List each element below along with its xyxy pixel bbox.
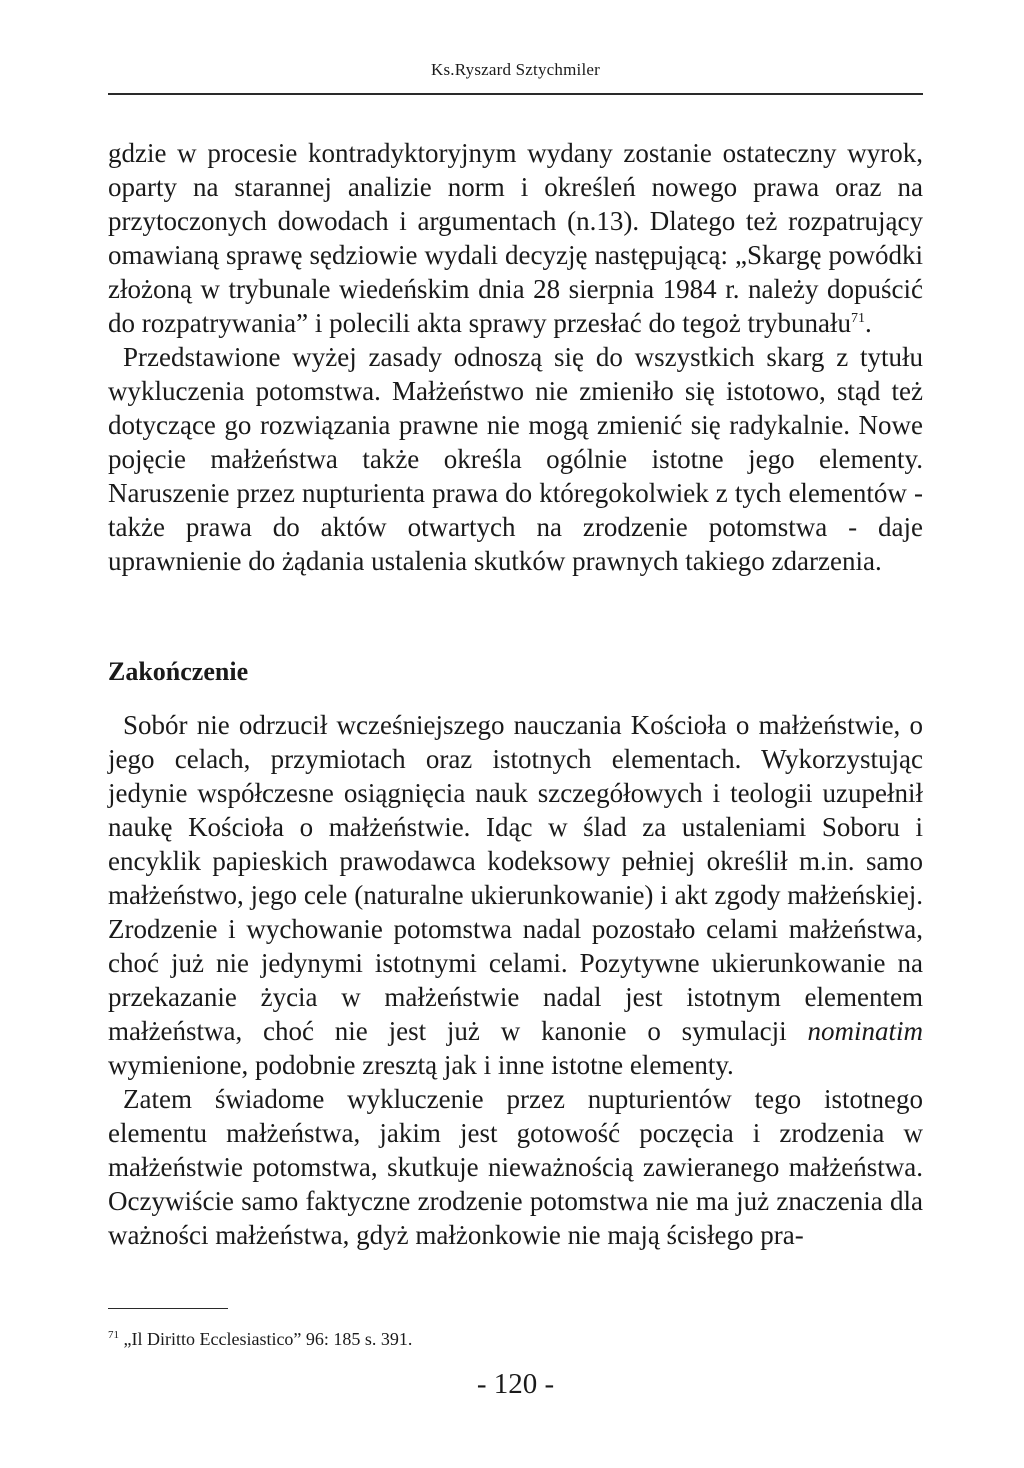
header-rule [108,93,923,95]
footnote-text: „Il Diritto Ecclesiastico” 96: 185 s. 391. [119,1329,413,1349]
paragraph-text: . [864,308,872,338]
footnote [108,1328,923,1350]
paragraph-text: gdzie w procesie kontradyktoryjnym wydany zostanie ostateczny wyrok, oparty na starannej analizie norm i określeń nowego prawa oraz na przytoczonych dowodach i argumentach (n.13). Dlatego też rozpatrujący omawianą sprawę sędziowie wydali decyzję następującą: „Skargę powódki złożoną w trybunale wiedeńskim dnia 28 sierpnia 1984 r. należy dopuścić do rozpatrywania” i polecili akta sprawy przesłać do tegoż trybunału [108,138,923,338]
paragraph: Przedstawione wyżej zasady odnoszą się do wszystkich skarg z tytułu wykluczenia potomstwa. Małżeństwo nie zmieniło się istotowo, stąd też dotyczące go rozwiązania prawne nie mogą zmienić się radykalnie. Nowe pojęcie małżeństwa także określa ogólnie istotne jego elementy. Naruszenie przez nupturienta prawa do któregokolwiek z tych elementów - także prawa do aktów otwartych na zrodzenie potomstwa - daje uprawnienie do żądania ustalenia skutków prawnych takiego zdarzenia. [108,342,923,576]
body-text-block [108,136,923,578]
running-header: Ks.Ryszard Sztychmiler [431,60,600,79]
page-number: - 120 - [476,1368,555,1400]
section-heading: Zakończenie [108,657,249,686]
footnote-number: 71 [108,1329,119,1341]
paragraph [108,136,923,340]
document-page [108,0,923,1468]
italic-term: nominatim [807,1016,923,1046]
body-text-block [108,708,923,1252]
footnote-reference[interactable]: 71 [850,311,865,326]
paragraph-text: wymienione, podobnie zresztą jak i inne istotne elementy. [108,1050,734,1080]
paragraph-text: Sobór nie odrzucił wcześniejszego nauczania Kościoła o małżeństwie, o jego celach, przymiotach oraz istotnych elementach. Wykorzystując jedynie współczesne osiągnięcia nauk szczegółowych i teologii uzupełnił naukę Kościoła o małżeństwie. Idąc w ślad za ustaleniami Soboru i encyklik papieskich prawodawca kodeksowy pełniej określił m.in. samo małżeństwo, jego cele (naturalne ukierunkowanie) i akt zgody małżeńskiej. Zrodzenie i wychowanie potomstwa nadal pozostało celami małżeństwa, choć już nie jedynymi istotnymi celami. Pozytywne ukierunkowanie na przekazanie życia w małżeństwie nadal jest istotnym elementem małżeństwa, choć nie jest już w kanonie o symulacji [108,710,923,1046]
paragraph [108,708,923,1082]
paragraph: Zatem świadome wykluczenie przez nupturientów tego istotnego elementu małżeństwa, jakim jest gotowość poczęcia i zrodzenia w małżeństwie potomstwa, skutkuje nieważnością zawieranego małżeństwa. Oczywiście samo faktyczne zrodzenie potomstwa nie ma już znaczenia dla ważności małżeństwa, gdyż małżonkowie nie mają ścisłego pra- [108,1084,923,1250]
footnote-rule [108,1308,228,1309]
